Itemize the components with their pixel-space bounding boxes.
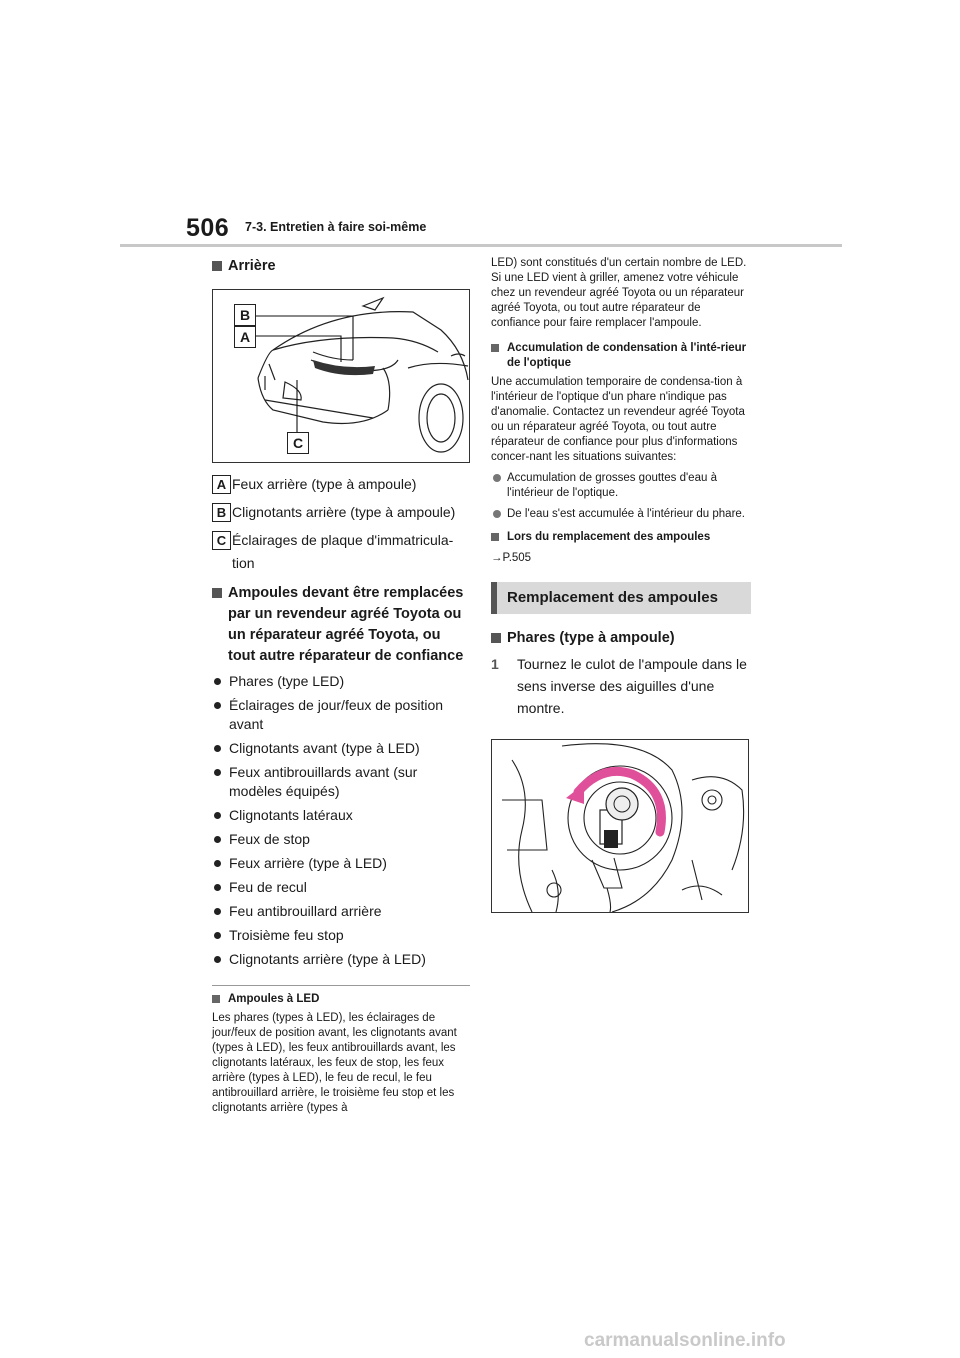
watermark: carmanualsonline.info (584, 1330, 786, 1351)
led-text: Les phares (types à LED), les éclairages de jour/feux de position avant, les clignotants avant (types à LED), les feux antibrouillards avant, les clignotants latéraux, les feux de stop, les feux arrière (types à LED), le feu de recul, le feu antibrouillard arrière, le troisième feu stop et les clignotants arrière (types à (212, 1012, 457, 1114)
legend-text-c: Éclairages de plaque d'immatricula-tion (232, 532, 454, 571)
callout-b: B (234, 304, 256, 326)
legend (212, 473, 470, 575)
page-number: 506 (186, 214, 230, 242)
heading-dealer: Ampoules devant être remplacées par un revendeur agréé Toyota ou un réparateur agréé Toyota, ou tout autre réparateur de confiance (212, 583, 470, 667)
heading-rear: Arrière (212, 256, 470, 277)
legend-letter-b: B (212, 503, 231, 522)
legend-letter-c: C (212, 531, 231, 550)
bulb-drawing (492, 740, 748, 912)
list-item: Éclairages de jour/feux de position avant (212, 696, 470, 734)
callout-c: C (287, 432, 309, 454)
list-item: Feux de stop (212, 830, 470, 849)
list-item: Troisième feu stop (212, 926, 470, 945)
list-item: De l'eau s'est accumulée à l'intérieur du phare. (491, 507, 751, 522)
heading-replacement: Lors du remplacement des ampoules (491, 530, 751, 545)
dealer-list (212, 672, 470, 969)
legend-letter-a: A (212, 475, 231, 494)
legend-text-b: Clignotants arrière (type à ampoule) (232, 504, 456, 520)
step-number: 1 (491, 656, 499, 672)
legend-item-b (212, 501, 470, 524)
list-item: Feu antibrouillard arrière (212, 902, 470, 921)
list-item: Phares (type LED) (212, 672, 470, 691)
divider (212, 985, 470, 986)
list-item: Clignotants latéraux (212, 806, 470, 825)
heading-led: Ampoules à LED (212, 992, 470, 1007)
callout-a: A (234, 326, 256, 348)
header-rule (120, 244, 842, 247)
legend-item-c (212, 529, 470, 575)
step-1 (491, 653, 751, 719)
section-banner: Remplacement des ampoules (491, 582, 751, 614)
section-title: 7-3. Entretien à faire soi-même (245, 220, 427, 234)
page-reference: →P.505 (491, 552, 532, 564)
list-item: Feu de recul (212, 878, 470, 897)
heading-headlights: Phares (type à ampoule) (491, 628, 751, 649)
heading-condensation: Accumulation de condensation à l'inté-rieur de l'optique (491, 341, 751, 371)
headlight-bulb-illustration (491, 739, 749, 913)
list-item: Feux arrière (type à LED) (212, 854, 470, 873)
list-item: Clignotants arrière (type à LED) (212, 950, 470, 969)
step-text: Tournez le culot de l'ampoule dans le sens inverse des aiguilles d'une montre. (517, 656, 747, 716)
left-column (212, 256, 470, 1116)
list-item: Accumulation de grosses gouttes d'eau à l'intérieur de l'optique. (491, 471, 751, 501)
right-column (491, 256, 751, 913)
rear-car-illustration (212, 289, 470, 463)
legend-text-a: Feux arrière (type à ampoule) (232, 476, 417, 492)
condensation-text: Une accumulation temporaire de condensa-tion à l'intérieur de l'optique d'un phare n'indique pas d'anomalie. Contactez un revendeur agréé Toyota ou un réparateur agréé Toyota, ou tout autre réparateur de confiance pour plus d'informations concer-nant les situations suivantes: (491, 376, 745, 463)
list-item: Clignotants avant (type à LED) (212, 739, 470, 758)
legend-item-a (212, 473, 470, 496)
list-item: Feux antibrouillards avant (sur modèles équipés) (212, 763, 470, 801)
led-text-continued: LED) sont constitués d'un certain nombre de LED. Si une LED vient à griller, amenez votre véhicule chez un revendeur agréé Toyota ou un réparateur agréé Toyota, ou tout autre réparateur de confiance pour faire remplacer l'ampoule. (491, 257, 747, 329)
